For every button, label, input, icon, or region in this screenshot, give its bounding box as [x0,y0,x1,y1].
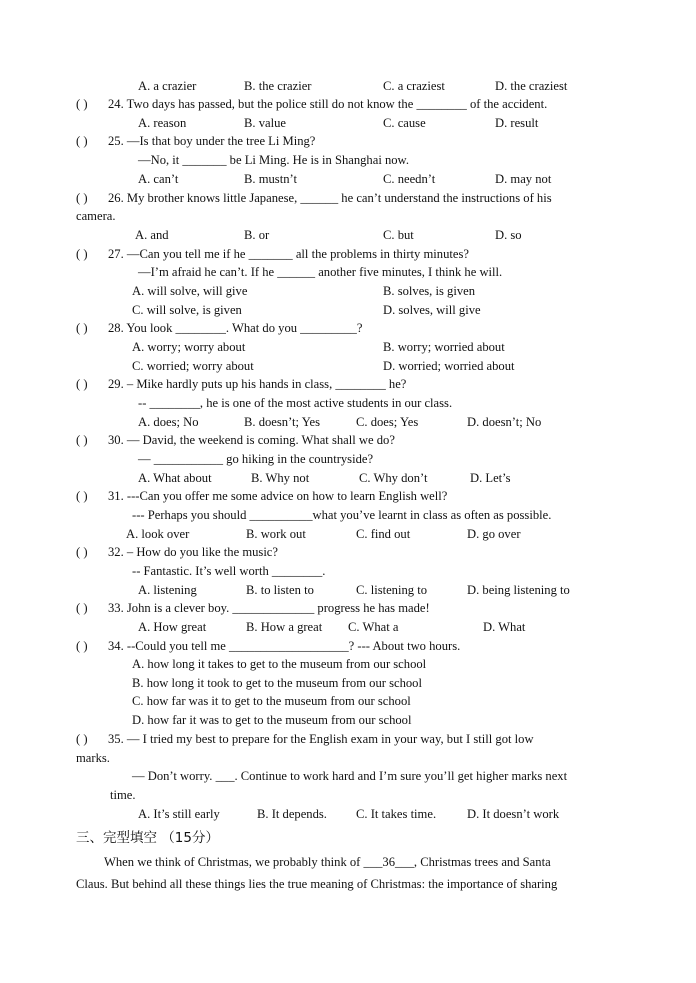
q33-option-c: C. What a [348,620,399,634]
q28-option-b: B. worry; worried about [383,340,505,354]
q32-option-b: B. to listen to [246,583,314,597]
q23-option-d: D. the craziest [495,79,568,93]
q26-stem: 26. My brother knows little Japanese, ______ he can’t understand the instructions of his [108,191,552,205]
q35-option-c: C. It takes time. [356,807,437,821]
q32-option-d: D. being listening to [467,583,570,597]
q35-line4: time. [110,788,136,802]
q29-stem: 29. – Mike hardly puts up his hands in class, ________ he? [108,377,407,391]
q31-option-b: B. work out [246,527,306,541]
cloze-passage-line2: Claus. But behind all these things lies the true meaning of Christmas: the importance of sharing [76,877,558,891]
q35-line3: — Don’t worry. ___. Continue to work hard and I’m sure you’ll get higher marks next [132,769,568,783]
q25-answer-bracket[interactable]: ( ) [76,134,88,148]
q25-option-a: A. can’t [138,172,179,186]
q31-option-a: A. look over [126,527,190,541]
q24-option-b: B. value [244,116,286,130]
q30-line2: — ___________ go hiking in the countryside? [138,452,374,466]
q28-stem: 28. You look ________. What do you _________? [108,321,363,335]
q29-option-a: A. does; No [138,415,199,429]
q24-stem: 24. Two days has passed, but the police still do not know the ________ of the accident. [108,97,548,111]
q32-line2: -- Fantastic. It’s well worth ________. [132,564,326,578]
q34-stem: 34. --Could you tell me ___________________? --- About two hours. [108,639,461,653]
q33-option-a: A. How great [138,620,207,634]
q24-option-c: C. cause [383,116,426,130]
q28-option-d: D. worried; worried about [383,359,515,373]
q35-stem: 35. — I tried my best to prepare for the English exam in your way, but I still got low [108,732,534,746]
q27-answer-bracket[interactable]: ( ) [76,247,88,261]
q30-option-b: B. Why not [251,471,310,485]
q32-option-a: A. listening [138,583,197,597]
q27-stem: 27. —Can you tell me if he _______ all the problems in thirty minutes? [108,247,469,261]
q26-line2: camera. [76,209,116,223]
q35-option-a: A. It’s still early [138,807,220,821]
section-heading-cloze: 三、完型填空 （15分） [76,830,219,846]
q35-option-b: B. It depends. [257,807,327,821]
q29-answer-bracket[interactable]: ( ) [76,377,88,391]
q27-line2: —I’m afraid he can’t. If he ______ another five minutes, I think he will. [138,265,503,279]
q30-option-c: C. Why don’t [359,471,428,485]
q30-stem: 30. — David, the weekend is coming. What shall we do? [108,433,395,447]
q31-option-d: D. go over [467,527,521,541]
q34-option-c: C. how far was it to get to the museum from our school [132,694,411,708]
q31-answer-bracket[interactable]: ( ) [76,489,88,503]
q26-option-b: B. or [244,228,270,242]
q24-option-a: A. reason [138,116,187,130]
q29-option-b: B. doesn’t; Yes [244,415,321,429]
q32-option-c: C. listening to [356,583,428,597]
q33-option-b: B. How a great [246,620,323,634]
q35-answer-bracket[interactable]: ( ) [76,732,88,746]
q27-option-c: C. will solve, is given [132,303,242,317]
q35-option-d: D. It doesn’t work [467,807,560,821]
cloze-passage-line1: When we think of Christmas, we probably think of ___36___, Christmas trees and Santa [104,855,551,869]
q23-option-a: A. a crazier [138,79,197,93]
q26-option-d: D. so [495,228,522,242]
q24-answer-bracket[interactable]: ( ) [76,97,88,111]
q32-stem: 32. – How do you like the music? [108,545,278,559]
q33-option-d: D. What [483,620,526,634]
q28-option-a: A. worry; worry about [132,340,246,354]
q23-option-c: C. a craziest [383,79,445,93]
q26-option-a: A. and [135,228,169,242]
q29-option-c: C. does; Yes [356,415,419,429]
q34-answer-bracket[interactable]: ( ) [76,639,88,653]
q29-line2: -- ________, he is one of the most active students in our class. [138,396,453,410]
q26-answer-bracket[interactable]: ( ) [76,191,88,205]
q27-option-d: D. solves, will give [383,303,481,317]
q25-line2: —No, it _______ be Li Ming. He is in Shanghai now. [138,153,409,167]
q35-line2: marks. [76,751,110,765]
q34-option-d: D. how far it was to get to the museum from our school [132,713,412,727]
q25-stem: 25. —Is that boy under the tree Li Ming? [108,134,316,148]
q25-option-c: C. needn’t [383,172,436,186]
q27-option-a: A. will solve, will give [132,284,248,298]
q30-option-a: A. What about [138,471,212,485]
q25-option-b: B. mustn’t [244,172,297,186]
q31-stem: 31. ---Can you offer me some advice on how to learn English well? [108,489,448,503]
q31-option-c: C. find out [356,527,411,541]
q25-option-d: D. may not [495,172,552,186]
q28-answer-bracket[interactable]: ( ) [76,321,88,335]
q32-answer-bracket[interactable]: ( ) [76,545,88,559]
q31-line2: --- Perhaps you should __________what you’ve learnt in class as often as possible. [132,508,552,522]
q33-stem: 33. John is a clever boy. _____________ progress he has made! [108,601,430,615]
q30-option-d: D. Let’s [470,471,511,485]
q34-option-a: A. how long it takes to get to the museum from our school [132,657,427,671]
q26-option-c: C. but [383,228,414,242]
q34-option-b: B. how long it took to get to the museum from our school [132,676,422,690]
q27-option-b: B. solves, is given [383,284,476,298]
q24-option-d: D. result [495,116,539,130]
q29-option-d: D. doesn’t; No [467,415,542,429]
q30-answer-bracket[interactable]: ( ) [76,433,88,447]
q33-answer-bracket[interactable]: ( ) [76,601,88,615]
q28-option-c: C. worried; worry about [132,359,254,373]
q23-option-b: B. the crazier [244,79,312,93]
